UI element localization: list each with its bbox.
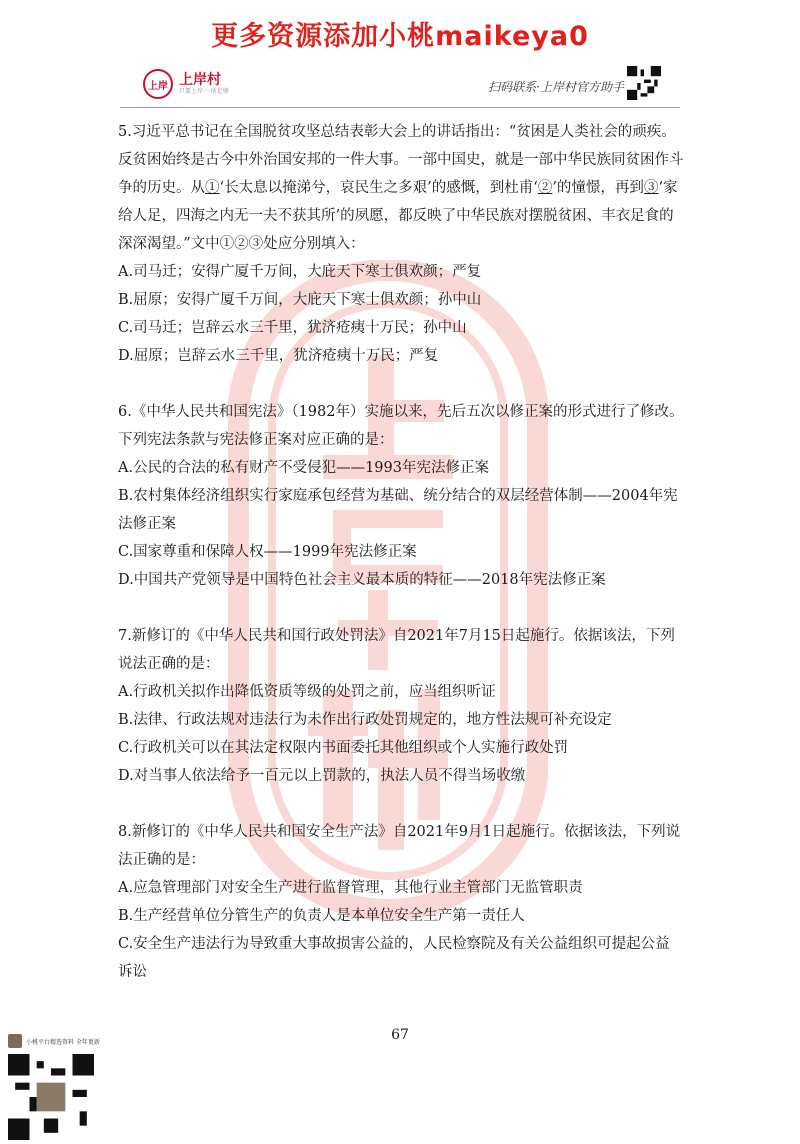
answer-option: B.屈原；安得广厦千万间，大庇天下寒士俱欢颜；孙中山 (118, 292, 482, 308)
answer-option: D.对当事人依法给予一百元以上罚款的，执法人员不得当场收缴 (118, 768, 526, 784)
answer-option: A.行政机关拟作出降低资质等级的处罚之前，应当组织听证 (118, 684, 496, 700)
answer-option: C.行政机关可以在其法定权限内书面委托其他组织或个人实施行政处罚 (118, 740, 569, 756)
blank-marker: ② (537, 180, 553, 196)
question-spacer (118, 790, 684, 818)
stem-text: 8.新修订的《中华人民共和国安全生产法》自2021年9月1日起施行。依据该法，下列说法正确的是： (118, 824, 681, 868)
stem-text: 7.新修订的《中华人民共和国行政处罚法》自2021年7月15日起施行。依据该法，下列说法正确的是： (118, 628, 675, 672)
promo-text: 小桃平台精选资料 全年更新 (26, 1038, 100, 1046)
blank-marker: ③ (643, 180, 659, 196)
answer-option: B.农村集体经济组织实行家庭承包经营为基础、统分结合的双层经营体制——2004年宪法修正案 (118, 488, 678, 532)
logo-seal-icon: 上岸 (143, 69, 173, 99)
answer-option: D.屈原；岂辞云水三千里，犹济疮痍十万民；严复 (118, 348, 439, 364)
answer-option: C.司马迁；岂辞云水三千里，犹济疮痍十万民；孙中山 (118, 320, 467, 336)
stem-text: ’的憧憬，再到 (552, 180, 644, 196)
logo-name: 上岸村 (179, 72, 221, 88)
stem-text: ‘家给人足，四海之内无一夫不获其所’的夙愿，都反映了中华民族对摆脱贫困、丰衣足食的深深渴望。”文中①②③处应分别填入： (118, 180, 678, 252)
qr-code-icon[interactable] (627, 66, 661, 100)
logo-subtitle: 只要上岸·一所足够 (179, 88, 229, 95)
stem-text: 5.习近平总书记在全国脱贫攻坚总结表彰大会上的讲话指出：“贫困是人类社会的顽疾。反贫困始终是古今中外治国安邦的一件大事。一部中国史，就是一部中华民族同贫困作斗争的历史。从 (118, 124, 684, 196)
answer-option: B.法律、行政法规对违法行为未作出行政处罚规定的，地方性法规可补充设定 (118, 712, 612, 728)
question-stem (118, 398, 684, 454)
promo-widget (8, 1034, 118, 1144)
header-contact-text: 扫码联系·上岸村官方助手 (488, 80, 624, 94)
promo-banner: 更多资源添加小桃maikeya0 (211, 21, 589, 52)
question-stem (118, 622, 684, 678)
blank-marker: ① (205, 180, 220, 196)
answer-option: A.公民的合法的私有财产不受侵犯——1993年宪法修正案 (118, 460, 489, 476)
stem-text: ‘长太息以掩涕兮，哀民生之多艰’的感慨，到杜甫‘ (219, 180, 538, 196)
answer-option: B.生产经营单位分管生产的负责人是本单位安全生产第一责任人 (118, 908, 525, 924)
answer-option: D.中国共产党领导是中国特色社会主义最本质的特征——2018年宪法修正案 (118, 572, 606, 588)
question-spacer (118, 370, 684, 398)
avatar (8, 1034, 22, 1048)
qr-code-icon[interactable] (8, 1054, 94, 1140)
stem-text: 6.《中华人民共和国宪法》（1982年）实施以来，先后五次以修正案的形式进行了修改。下列宪法条款与宪法修正案对应正确的是： (118, 404, 684, 448)
question-spacer (118, 594, 684, 622)
answer-option: A.应急管理部门对安全生产进行监督管理，其他行业主管部门无监管职责 (118, 880, 583, 896)
brand-logo (143, 70, 229, 98)
page-number: 67 (391, 1027, 409, 1043)
question-list (118, 118, 684, 986)
answer-option: C.安全生产违法行为导致重大事故损害公益的，人民检察院及有关公益组织可提起公益诉讼 (118, 936, 670, 980)
header-divider (120, 107, 680, 108)
answer-option: C.国家尊重和保障人权——1999年宪法修正案 (118, 544, 417, 560)
question-stem (118, 118, 684, 258)
answer-option: A.司马迁；安得广厦千万间，大庇天下寒士俱欢颜；严复 (118, 264, 482, 280)
question-stem (118, 818, 684, 874)
